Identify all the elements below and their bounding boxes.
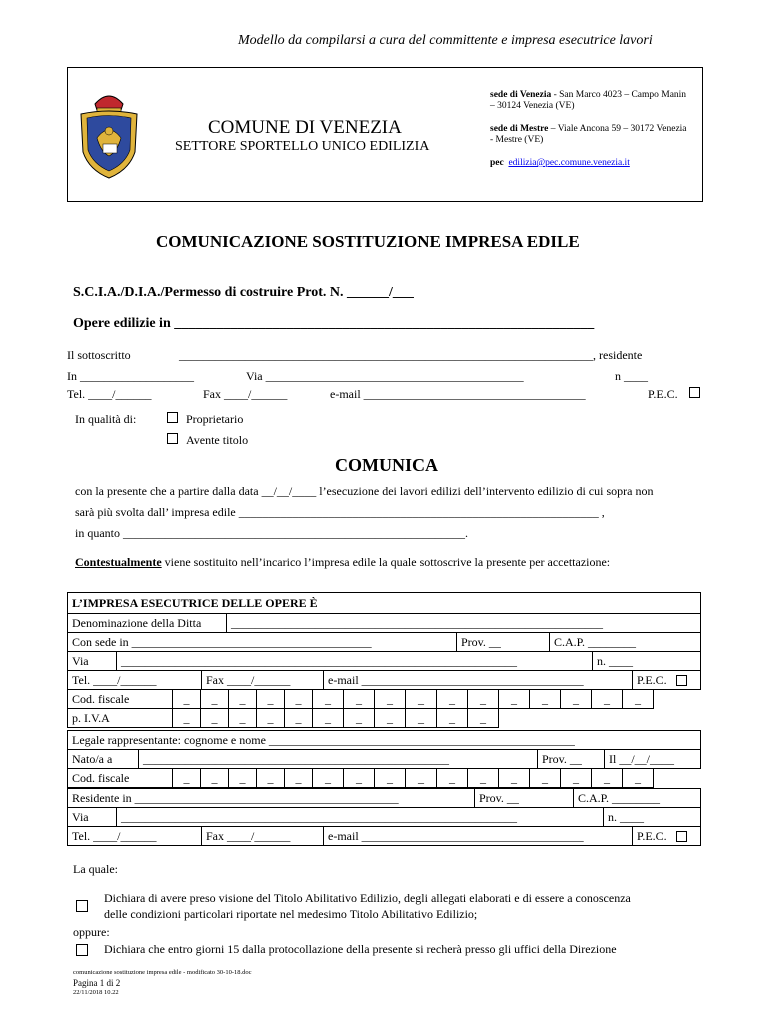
cf-box[interactable]: _	[468, 690, 499, 709]
piva-box[interactable]: _	[257, 709, 285, 728]
via-numero-field[interactable]: n. ____	[593, 652, 701, 671]
cf-box[interactable]: _	[201, 690, 229, 709]
cf-box[interactable]: _	[561, 690, 592, 709]
sottoscritto-email: e-mail _____________________________________	[330, 387, 586, 401]
impresa-pec-checkbox[interactable]	[676, 675, 687, 686]
piva-box[interactable]: _	[375, 709, 406, 728]
cf2-box[interactable]: _	[561, 769, 592, 788]
cod-fiscale-row	[67, 689, 654, 709]
para-line-2: sarà più svolta dall’ impresa edile ____________________________________________________________ ,	[75, 505, 605, 519]
piva-box[interactable]: _	[468, 709, 499, 728]
comunica-heading: COMUNICA	[335, 455, 438, 475]
via-label: Via	[68, 652, 117, 671]
qualita-label: In qualità di:	[75, 412, 137, 426]
legale-row	[67, 730, 701, 750]
residenza-comune: In ___________________	[67, 369, 194, 383]
para-line-1: con la presente che a partire dalla data __/__/____ l’esecuzione dei lavori edilizi dell’intervento edilizio di cui sopra non	[75, 484, 654, 498]
sottoscritto-blank: _____________________________________________________________________, residente	[179, 348, 643, 362]
cf-box[interactable]: _	[592, 690, 623, 709]
nato-label: Nato/a a	[68, 750, 139, 769]
piva-box[interactable]: _	[406, 709, 437, 728]
sottoscritto-pec-label: P.E.C.	[648, 387, 678, 401]
dichiarazione-1-line-2: delle condizioni particolari riportate nel medesimo Titolo Abilitativo Edilizio;	[104, 907, 478, 921]
footer-filename: comunicazione sostituzione impresa edile - modificato 30-10-18.doc	[73, 969, 252, 976]
cf-box[interactable]: _	[375, 690, 406, 709]
piva-box[interactable]: _	[437, 709, 468, 728]
pec-label: pec	[490, 158, 504, 168]
footer-date: 22/11/2018 10.22	[73, 989, 119, 996]
piva-box[interactable]: _	[313, 709, 344, 728]
nato-data-field[interactable]: Il __/__/____	[605, 750, 701, 769]
contestualmente-line	[75, 555, 610, 570]
nato-row	[67, 749, 701, 769]
sede-cap-field[interactable]: C.A.P. ________	[550, 633, 701, 652]
residente-row	[67, 788, 701, 808]
contestualmente-word: Contestualmente	[75, 555, 162, 569]
avente-titolo-label: Avente titolo	[186, 433, 249, 447]
mestre-address: – Viale Ancona 59 – 30172 Venezia - Mestre (VE)	[490, 124, 687, 145]
mestre-label: sede di Mestre	[490, 124, 549, 134]
dichiarazione-1-line-1: Dichiara di avere preso visione del Titolo Abilitativo Edilizio, degli allegati elaborati e di essere a conoscenza	[104, 891, 631, 905]
denominazione-field[interactable]: ______________________________________________________________	[227, 614, 701, 633]
venice-crest-icon	[73, 86, 145, 182]
residente-prov-field[interactable]: Prov. __	[475, 789, 574, 808]
via-2-numero-field[interactable]: n. ____	[604, 808, 701, 827]
legale-fax-field[interactable]: Fax ____/______	[202, 827, 324, 846]
residenza-via: Via ___________________________________________	[246, 369, 524, 383]
cf2-box[interactable]: _	[530, 769, 561, 788]
oppure-label: oppure:	[73, 925, 110, 939]
proprietario-checkbox[interactable]	[167, 412, 178, 423]
cf2-box[interactable]: _	[313, 769, 344, 788]
cf2-box[interactable]: _	[285, 769, 313, 788]
comune-title: COMUNE DI VENEZIA	[208, 117, 402, 138]
dichiarazione-2-checkbox[interactable]	[76, 944, 88, 956]
cf-box[interactable]: _	[285, 690, 313, 709]
cf-box[interactable]: _	[437, 690, 468, 709]
via-2-field[interactable]: __________________________________________________________________	[117, 808, 604, 827]
opere-line: Opere edilizie in ____________________________________________________________	[73, 316, 595, 331]
nato-prov-field[interactable]: Prov. __	[538, 750, 605, 769]
cod-fiscale-label: Cod. fiscale	[68, 690, 173, 709]
header-note: Modello da compilarsi a cura del committente e impresa esecutrice lavori	[238, 33, 653, 48]
document-title: COMUNICAZIONE SOSTITUZIONE IMPRESA EDILE	[156, 232, 580, 251]
legale-tel-field[interactable]: Tel. ____/______	[68, 827, 202, 846]
piva-box[interactable]: _	[229, 709, 257, 728]
cf2-box[interactable]: _	[468, 769, 499, 788]
legale-pec-checkbox[interactable]	[676, 831, 687, 842]
contatti-2-row	[67, 826, 701, 846]
dichiarazione-1-checkbox[interactable]	[76, 900, 88, 912]
sottoscritto-tel: Tel. ____/______	[67, 387, 152, 401]
via-row	[67, 651, 701, 671]
nato-field[interactable]: ___________________________________________________	[139, 750, 538, 769]
impresa-heading-row	[67, 592, 701, 614]
impresa-pec-cell	[633, 671, 701, 690]
denominazione-row	[67, 613, 701, 633]
contatti-row	[67, 670, 701, 690]
cod-fiscale-2-label: Cod. fiscale	[68, 769, 173, 788]
via-2-label: Via	[68, 808, 117, 827]
proprietario-label: Proprietario	[186, 412, 244, 426]
cf2-box[interactable]: _	[201, 769, 229, 788]
legale-email-field[interactable]: e-mail _____________________________________	[324, 827, 633, 846]
cf2-box[interactable]: _	[406, 769, 437, 788]
cod-fiscale-2-row	[67, 768, 654, 788]
scia-line: S.C.I.A./D.I.A./Permesso di costruire Prot. N. ______/___	[73, 285, 414, 300]
cf2-box[interactable]: _	[592, 769, 623, 788]
cf-box[interactable]: _	[499, 690, 530, 709]
sede-prov-field[interactable]: Prov. __	[457, 633, 550, 652]
cf2-box[interactable]: _	[173, 769, 201, 788]
footer-page-number: Pagina 1 di 2	[73, 978, 121, 988]
piva-box[interactable]: _	[173, 709, 201, 728]
dichiarazione-2-text: Dichiara che entro giorni 15 dalla protocollazione della presente si recherà presso gli uffici della Direzione	[104, 942, 617, 956]
cf-box[interactable]: _	[406, 690, 437, 709]
cf2-box[interactable]: _	[229, 769, 257, 788]
cf2-box[interactable]: _	[437, 769, 468, 788]
sottoscritto-label: Il sottoscritto	[67, 348, 131, 362]
piva-label: p. I.V.A	[68, 709, 173, 728]
cf-box[interactable]: _	[173, 690, 201, 709]
venezia-label: sede di Venezia	[490, 90, 552, 100]
piva-row	[67, 708, 499, 728]
impresa-pec-label: P.E.C.	[637, 672, 667, 687]
address-pec	[490, 158, 690, 169]
denominazione-label: Denominazione della Ditta	[68, 614, 227, 633]
legale-pec-cell	[633, 827, 701, 846]
address-venezia	[490, 90, 690, 112]
impresa-email-field[interactable]: e-mail _____________________________________	[324, 671, 633, 690]
cf-box[interactable]: _	[530, 690, 561, 709]
piva-box[interactable]: _	[344, 709, 375, 728]
contestualmente-rest: viene sostituito nell’incarico l’impresa edile la quale sottoscrive la presente per accettazione:	[161, 555, 611, 569]
cf2-box[interactable]: _	[344, 769, 375, 788]
legale-rappresentante-field[interactable]: Legale rappresentante: cognome e nome ___________________________________________________	[68, 731, 701, 750]
residenza-numero: n ____	[615, 369, 648, 383]
sottoscritto-fax: Fax ____/______	[203, 387, 288, 401]
address-mestre	[490, 124, 690, 146]
legale-pec-label: P.E.C.	[637, 828, 667, 843]
cf2-box[interactable]: _	[257, 769, 285, 788]
cf-box[interactable]: _	[257, 690, 285, 709]
comune-subtitle: SETTORE SPORTELLO UNICO EDILIZIA	[175, 139, 430, 154]
impresa-tel-field[interactable]: Tel. ____/______	[68, 671, 202, 690]
pec-email-link[interactable]: edilizia@pec.comune.venezia.it	[508, 158, 630, 168]
cf-box[interactable]: _	[623, 690, 654, 709]
cf-box[interactable]: _	[313, 690, 344, 709]
cf-box[interactable]: _	[229, 690, 257, 709]
sede-field[interactable]: Con sede in ________________________________________	[68, 633, 457, 652]
cf-box[interactable]: _	[344, 690, 375, 709]
la-quale-label: La quale:	[73, 862, 118, 876]
sottoscritto-pec-checkbox[interactable]	[689, 387, 700, 398]
cf2-box[interactable]: _	[623, 769, 654, 788]
residente-field[interactable]: Residente in ____________________________________________	[68, 789, 475, 808]
piva-box[interactable]: _	[285, 709, 313, 728]
sede-row	[67, 632, 701, 652]
venezia-address: - San Marco 4023 – Campo Manin – 30124 Venezia (VE)	[490, 90, 687, 111]
impresa-heading: L’IMPRESA ESECUTRICE DELLE OPERE È	[68, 593, 701, 614]
impresa-fax-field[interactable]: Fax ____/______	[202, 671, 324, 690]
cf2-box[interactable]: _	[499, 769, 530, 788]
residente-cap-field[interactable]: C.A.P. ________	[574, 789, 701, 808]
via-field[interactable]: __________________________________________________________________	[117, 652, 593, 671]
cf2-box[interactable]: _	[375, 769, 406, 788]
piva-box[interactable]: _	[201, 709, 229, 728]
avente-titolo-checkbox[interactable]	[167, 433, 178, 444]
via-2-row	[67, 807, 701, 827]
para-line-3: in quanto _________________________________________________________.	[75, 526, 468, 540]
